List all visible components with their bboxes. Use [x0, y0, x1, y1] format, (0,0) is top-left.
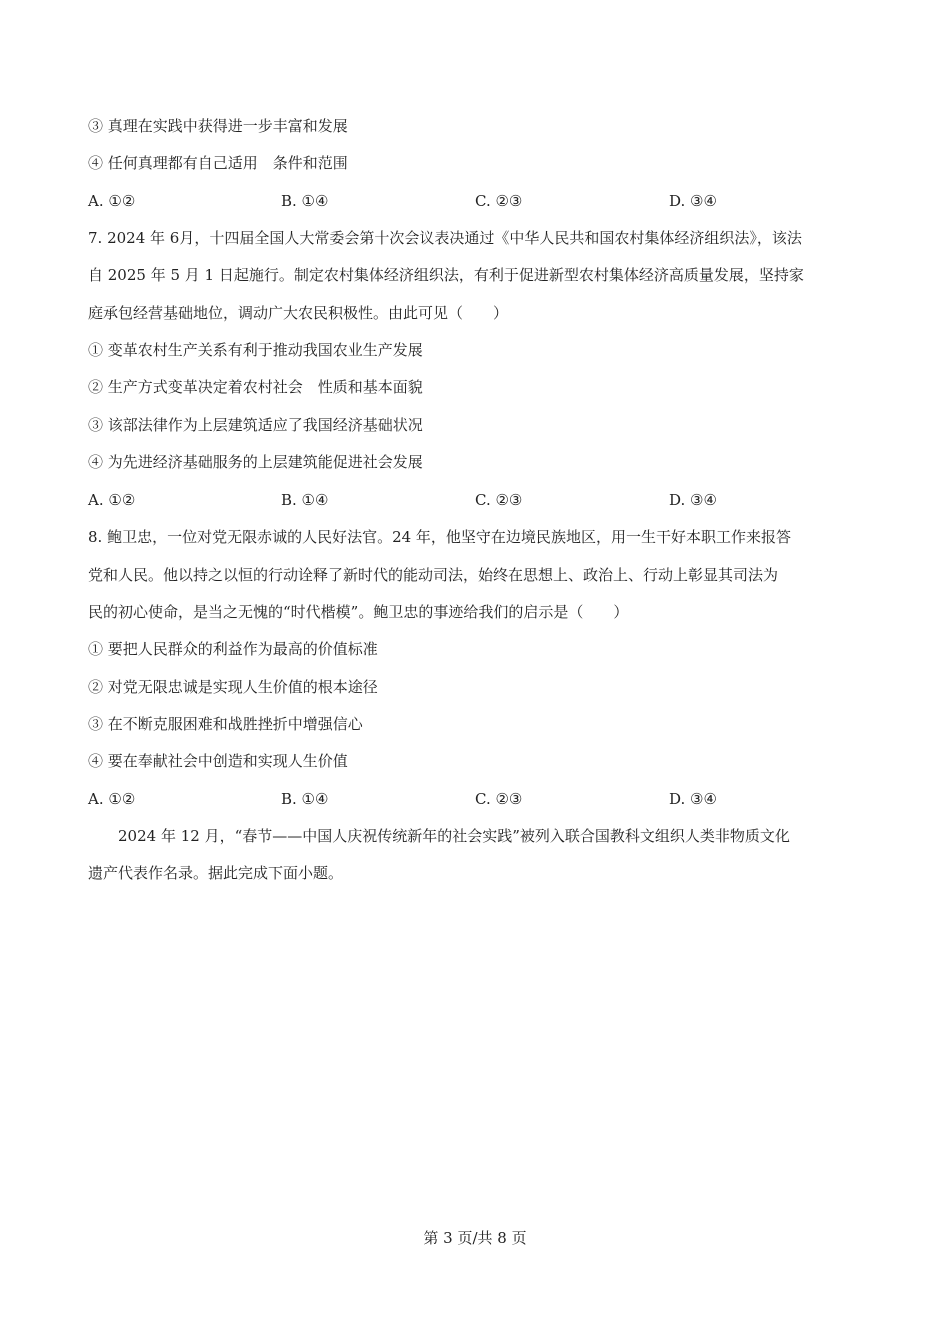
q8-statement-3: ③ 在不断克服困难和战胜挫折中增强信心 — [88, 715, 363, 733]
option-b: B. ①④ — [281, 790, 329, 808]
option-d: D. ③④ — [669, 790, 717, 808]
option-c: C. ②③ — [475, 790, 523, 808]
statement-3: ③ 真理在实践中获得进一步丰富和发展 — [88, 117, 348, 135]
q6-options — [88, 191, 888, 211]
option-b: B. ①④ — [281, 491, 329, 509]
q8-stem-line-2: 党和人民。他以持之以恒的行动诠释了新时代的能动司法，始终在思想上、政治上、行动上彰显其司法为 — [88, 566, 779, 584]
q7-statement-4: ④ 为先进经济基础服务的上层建筑能促进社会发展 — [88, 453, 423, 471]
q8-stem-line-1: 8. 鲍卫忠，一位对党无限赤诚的人民好法官。24 年，他坚守在边境民族地区，用一生干好本职工作来报答 — [88, 528, 791, 546]
q8-statement-2: ② 对党无限忠诚是实现人生价值的根本途径 — [88, 678, 378, 696]
material-line-1: 2024 年 12 月，“春节——中国人庆祝传统新年的社会实践”被列入联合国教科文组织人类非物质文化 — [88, 827, 790, 845]
option-a: A. ①② — [88, 491, 136, 509]
statement-4: ④ 任何真理都有自己适用 条件和范围 — [88, 154, 348, 172]
q8-options — [88, 789, 888, 809]
q8-statement-1: ① 要把人民群众的利益作为最高的价值标准 — [88, 640, 378, 658]
option-d: D. ③④ — [669, 491, 717, 509]
q8-statement-4: ④ 要在奉献社会中创造和实现人生价值 — [88, 752, 348, 770]
q7-statement-2: ② 生产方式变革决定着农村社会 性质和基本面貌 — [88, 378, 423, 396]
option-c: C. ②③ — [475, 491, 523, 509]
option-a: A. ①② — [88, 790, 136, 808]
q7-statement-1: ① 变革农村生产关系有利于推动我国农业生产发展 — [88, 341, 423, 359]
option-d: D. ③④ — [669, 192, 717, 210]
q7-stem-line-3: 庭承包经营基础地位，调动广大农民积极性。由此可见（ ） — [88, 304, 509, 322]
q7-statement-3: ③ 该部法律作为上层建筑适应了我国经济基础状况 — [88, 416, 423, 434]
q8-stem-line-3: 民的初心使命，是当之无愧的“时代楷模”。鲍卫忠的事迹给我们的启示是（ ） — [88, 603, 629, 621]
q7-options — [88, 490, 888, 510]
material-line-2: 遗产代表作名录。据此完成下面小题。 — [88, 864, 344, 882]
page-number: 第 3 页/共 8 页 — [423, 1229, 527, 1247]
q7-stem-line-1: 7. 2024 年 6月，十四届全国人大常委会第十次会议表决通过《中华人民共和国农村集体经济组织法》，该法 — [88, 229, 802, 247]
option-b: B. ①④ — [281, 192, 329, 210]
q7-stem-line-2: 自 2025 年 5 月 1 日起施行。制定农村集体经济组织法，有利于促进新型农村集体经济高质量发展，坚持家 — [88, 266, 804, 284]
option-c: C. ②③ — [475, 192, 523, 210]
option-a: A. ①② — [88, 192, 136, 210]
